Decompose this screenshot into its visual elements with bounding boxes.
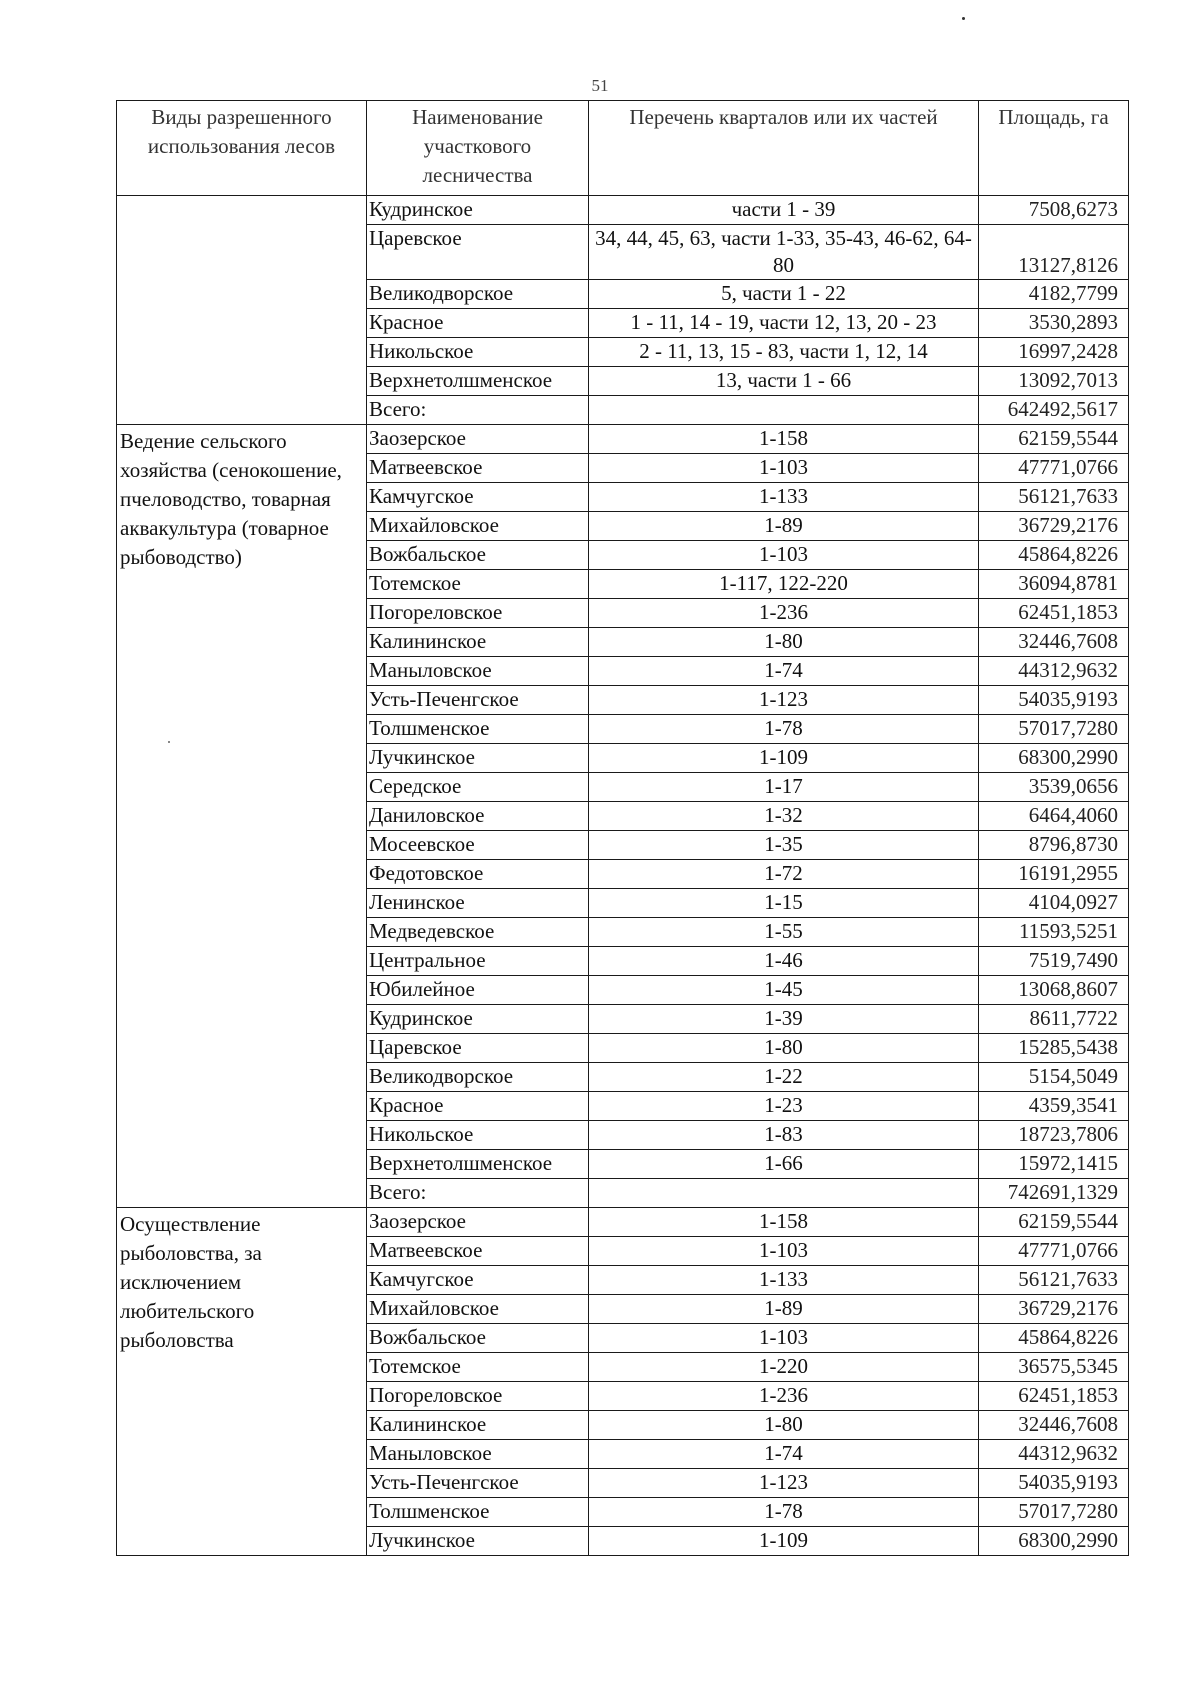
district-cell: Матвеевское bbox=[367, 1237, 589, 1266]
district-cell: Красное bbox=[367, 1092, 589, 1121]
page-number: 51 bbox=[591, 76, 609, 95]
quarters-cell: 1-109 bbox=[589, 1527, 979, 1556]
area-cell: 68300,2990 bbox=[979, 1527, 1129, 1556]
district-cell: Царевское bbox=[367, 1034, 589, 1063]
scan-speck bbox=[962, 17, 965, 20]
district-cell: Тотемское bbox=[367, 1353, 589, 1382]
district-cell: Медведевское bbox=[367, 918, 589, 947]
district-cell: Верхнетолшменское bbox=[367, 367, 589, 396]
header-quarters: Перечень кварталов или их частей bbox=[589, 101, 979, 196]
quarters-cell: 1-78 bbox=[589, 1498, 979, 1527]
quarters-cell: 1-22 bbox=[589, 1063, 979, 1092]
area-cell: 62451,1853 bbox=[979, 599, 1129, 628]
area-cell: 4359,3541 bbox=[979, 1092, 1129, 1121]
use-type-cell: Ведение сельского хозяйства (сенокошение, пчеловодство, товарная аквакультура (товарное рыбоводство) bbox=[117, 425, 367, 1208]
district-cell: Михайловское bbox=[367, 512, 589, 541]
quarters-cell: 1-133 bbox=[589, 1266, 979, 1295]
quarters-cell: 1-17 bbox=[589, 773, 979, 802]
area-cell: 15972,1415 bbox=[979, 1150, 1129, 1179]
district-cell: Всего: bbox=[367, 396, 589, 425]
table-row bbox=[117, 425, 1129, 454]
header-district: Наименование участкового лесничества bbox=[367, 101, 589, 196]
area-cell: 3530,2893 bbox=[979, 309, 1129, 338]
quarters-cell: 1-103 bbox=[589, 1237, 979, 1266]
quarters-cell: 1-66 bbox=[589, 1150, 979, 1179]
area-cell: 13068,8607 bbox=[979, 976, 1129, 1005]
quarters-cell: 1-74 bbox=[589, 657, 979, 686]
area-cell: 18723,7806 bbox=[979, 1121, 1129, 1150]
district-cell: Центральное bbox=[367, 947, 589, 976]
area-cell: 47771,0766 bbox=[979, 454, 1129, 483]
quarters-cell: 1-80 bbox=[589, 1034, 979, 1063]
district-cell: Великодворское bbox=[367, 280, 589, 309]
area-cell: 57017,7280 bbox=[979, 1498, 1129, 1527]
district-cell: Ленинское bbox=[367, 889, 589, 918]
area-cell: 15285,5438 bbox=[979, 1034, 1129, 1063]
district-cell: Маныловское bbox=[367, 657, 589, 686]
district-cell: Маныловское bbox=[367, 1440, 589, 1469]
header-area: Площадь, га bbox=[979, 101, 1129, 196]
quarters-cell: 34, 44, 45, 63, части 1-33, 35-43, 46-62, 64-80 bbox=[589, 225, 979, 280]
quarters-cell: 1-89 bbox=[589, 512, 979, 541]
quarters-cell: 1-158 bbox=[589, 425, 979, 454]
quarters-cell: 1-15 bbox=[589, 889, 979, 918]
district-cell: Толшменское bbox=[367, 1498, 589, 1527]
area-cell: 13127,8126 bbox=[979, 225, 1129, 280]
forest-use-table bbox=[116, 100, 1129, 1556]
district-cell: Великодворское bbox=[367, 1063, 589, 1092]
quarters-cell: 1-236 bbox=[589, 1382, 979, 1411]
quarters-cell: 1-80 bbox=[589, 628, 979, 657]
quarters-cell: 1-158 bbox=[589, 1208, 979, 1237]
district-cell: Погореловское bbox=[367, 599, 589, 628]
area-cell: 32446,7608 bbox=[979, 628, 1129, 657]
area-cell: 3539,0656 bbox=[979, 773, 1129, 802]
quarters-cell: 1-35 bbox=[589, 831, 979, 860]
area-cell: 47771,0766 bbox=[979, 1237, 1129, 1266]
area-cell: 62451,1853 bbox=[979, 1382, 1129, 1411]
quarters-cell: 1-78 bbox=[589, 715, 979, 744]
quarters-cell bbox=[589, 1179, 979, 1208]
quarters-cell: 1-236 bbox=[589, 599, 979, 628]
area-cell: 36575,5345 bbox=[979, 1353, 1129, 1382]
district-cell: Кудринское bbox=[367, 196, 589, 225]
district-cell: Камчугское bbox=[367, 483, 589, 512]
use-type-cell bbox=[117, 196, 367, 425]
district-cell: Юбилейное bbox=[367, 976, 589, 1005]
area-cell: 54035,9193 bbox=[979, 686, 1129, 715]
district-cell: Кудринское bbox=[367, 1005, 589, 1034]
area-cell: 4104,0927 bbox=[979, 889, 1129, 918]
district-cell: Толшменское bbox=[367, 715, 589, 744]
district-cell: Лучкинское bbox=[367, 744, 589, 773]
district-cell: Калининское bbox=[367, 628, 589, 657]
area-cell: 45864,8226 bbox=[979, 541, 1129, 570]
district-cell: Вожбальское bbox=[367, 541, 589, 570]
area-cell: 16191,2955 bbox=[979, 860, 1129, 889]
district-cell: Матвеевское bbox=[367, 454, 589, 483]
quarters-cell: 1-72 bbox=[589, 860, 979, 889]
area-cell: 44312,9632 bbox=[979, 657, 1129, 686]
header-use-type: Виды разрешенного использования лесов bbox=[117, 101, 367, 196]
district-cell: Михайловское bbox=[367, 1295, 589, 1324]
area-cell: 56121,7633 bbox=[979, 483, 1129, 512]
area-cell: 8611,7722 bbox=[979, 1005, 1129, 1034]
quarters-cell: 1-23 bbox=[589, 1092, 979, 1121]
district-cell: Лучкинское bbox=[367, 1527, 589, 1556]
header-row bbox=[117, 101, 1129, 196]
quarters-cell: 1-123 bbox=[589, 1469, 979, 1498]
district-cell: Царевское bbox=[367, 225, 589, 280]
area-cell: 68300,2990 bbox=[979, 744, 1129, 773]
area-cell: 6464,4060 bbox=[979, 802, 1129, 831]
district-cell: Верхнетолшменское bbox=[367, 1150, 589, 1179]
quarters-cell: 13, части 1 - 66 bbox=[589, 367, 979, 396]
district-cell: Никольское bbox=[367, 1121, 589, 1150]
area-cell: 11593,5251 bbox=[979, 918, 1129, 947]
quarters-cell: 1-32 bbox=[589, 802, 979, 831]
quarters-cell: 1-117, 122-220 bbox=[589, 570, 979, 599]
quarters-cell: 1 - 11, 14 - 19, части 12, 13, 20 - 23 bbox=[589, 309, 979, 338]
quarters-cell: 5, части 1 - 22 bbox=[589, 280, 979, 309]
district-cell: Мосеевское bbox=[367, 831, 589, 860]
table-body bbox=[117, 196, 1129, 1556]
district-cell: Усть-Печенгское bbox=[367, 1469, 589, 1498]
area-cell: 62159,5544 bbox=[979, 1208, 1129, 1237]
district-cell: Камчугское bbox=[367, 1266, 589, 1295]
area-cell: 5154,5049 bbox=[979, 1063, 1129, 1092]
quarters-cell: 1-39 bbox=[589, 1005, 979, 1034]
area-cell: 36729,2176 bbox=[979, 1295, 1129, 1324]
table-row bbox=[117, 1208, 1129, 1237]
area-cell: 45864,8226 bbox=[979, 1324, 1129, 1353]
area-cell: 8796,8730 bbox=[979, 831, 1129, 860]
quarters-cell: 1-89 bbox=[589, 1295, 979, 1324]
quarters-cell: 2 - 11, 13, 15 - 83, части 1, 12, 14 bbox=[589, 338, 979, 367]
area-cell: 56121,7633 bbox=[979, 1266, 1129, 1295]
district-cell: Всего: bbox=[367, 1179, 589, 1208]
area-cell: 742691,1329 bbox=[979, 1179, 1129, 1208]
district-cell: Погореловское bbox=[367, 1382, 589, 1411]
area-cell: 4182,7799 bbox=[979, 280, 1129, 309]
quarters-cell: 1-103 bbox=[589, 1324, 979, 1353]
area-cell: 7519,7490 bbox=[979, 947, 1129, 976]
district-cell: Федотовское bbox=[367, 860, 589, 889]
area-cell: 57017,7280 bbox=[979, 715, 1129, 744]
quarters-cell: 1-80 bbox=[589, 1411, 979, 1440]
quarters-cell: 1-103 bbox=[589, 454, 979, 483]
area-cell: 44312,9632 bbox=[979, 1440, 1129, 1469]
district-cell: Никольское bbox=[367, 338, 589, 367]
area-cell: 13092,7013 bbox=[979, 367, 1129, 396]
quarters-cell: 1-55 bbox=[589, 918, 979, 947]
district-cell: Середское bbox=[367, 773, 589, 802]
area-cell: 642492,5617 bbox=[979, 396, 1129, 425]
quarters-cell: 1-45 bbox=[589, 976, 979, 1005]
quarters-cell: 1-83 bbox=[589, 1121, 979, 1150]
quarters-cell: 1-220 bbox=[589, 1353, 979, 1382]
district-cell: Вожбальское bbox=[367, 1324, 589, 1353]
area-cell: 16997,2428 bbox=[979, 338, 1129, 367]
district-cell: Заозерское bbox=[367, 1208, 589, 1237]
district-cell: Калининское bbox=[367, 1411, 589, 1440]
area-cell: 36729,2176 bbox=[979, 512, 1129, 541]
area-cell: 7508,6273 bbox=[979, 196, 1129, 225]
district-cell: Даниловское bbox=[367, 802, 589, 831]
quarters-cell: 1-46 bbox=[589, 947, 979, 976]
quarters-cell: 1-123 bbox=[589, 686, 979, 715]
district-cell: Тотемское bbox=[367, 570, 589, 599]
table-row bbox=[117, 196, 1129, 225]
area-cell: 62159,5544 bbox=[979, 425, 1129, 454]
quarters-cell bbox=[589, 396, 979, 425]
area-cell: 36094,8781 bbox=[979, 570, 1129, 599]
district-cell: Заозерское bbox=[367, 425, 589, 454]
use-type-cell: Осуществление рыболовства, за исключением любительского рыболовства bbox=[117, 1208, 367, 1556]
quarters-cell: 1-103 bbox=[589, 541, 979, 570]
district-cell: Усть-Печенгское bbox=[367, 686, 589, 715]
area-cell: 54035,9193 bbox=[979, 1469, 1129, 1498]
area-cell: 32446,7608 bbox=[979, 1411, 1129, 1440]
district-cell: Красное bbox=[367, 309, 589, 338]
quarters-cell: 1-74 bbox=[589, 1440, 979, 1469]
quarters-cell: 1-109 bbox=[589, 744, 979, 773]
quarters-cell: 1-133 bbox=[589, 483, 979, 512]
quarters-cell: части 1 - 39 bbox=[589, 196, 979, 225]
